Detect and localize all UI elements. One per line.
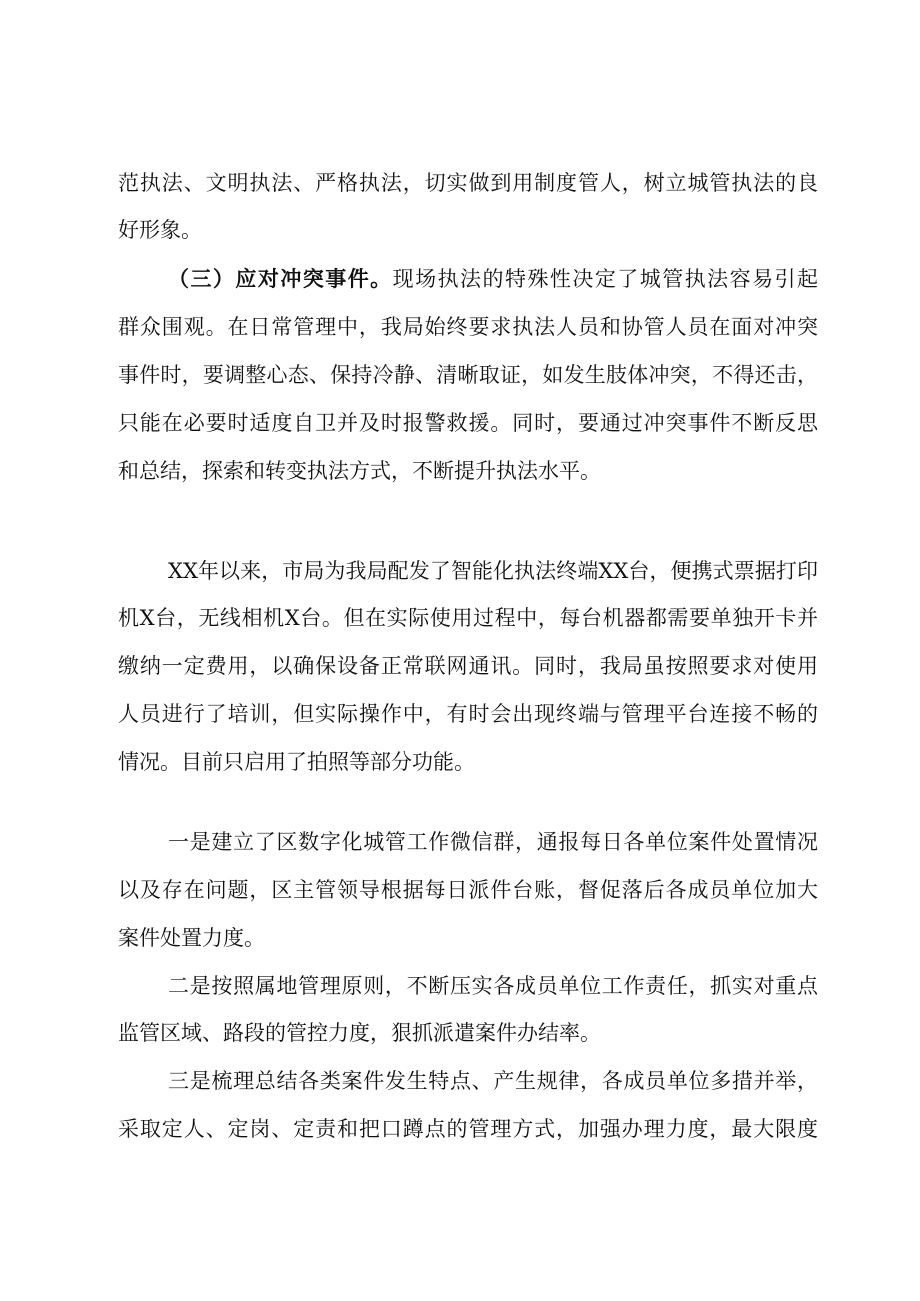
paragraph-line: 和总结，探索和转变执法方式，不断提升执法水平。 (118, 459, 601, 483)
paragraph-line: 缴纳一定费用，以确保设备正常联网通讯。同时，我局虽按照要求对使用 (118, 654, 818, 678)
paragraph-line: 以及存在问题，区主管领导根据每日派件台账，督促落后各成员单位加大 (118, 878, 818, 902)
paragraph-line: XX年以来，市局为我局配发了智能化执法终端XX台，便携式票据打印 (168, 559, 818, 583)
paragraph-line: 群众围观。在日常管理中，我局始终要求执法人员和协管人员在面对冲突 (118, 315, 818, 339)
paragraph-line: 案件处置力度。 (118, 926, 265, 950)
paragraph-line: 情况。目前只启用了拍照等部分功能。 (118, 750, 475, 774)
paragraph-line: 采取定人、定岗、定责和把口蹲点的管理方式，加强办理力度，最大限度 (118, 1117, 818, 1141)
paragraph-line: 事件时，要调整心态、保持冷静、清晰取证，如发生肢体冲突，不得还击， (118, 363, 818, 387)
paragraph-line: 三是梳理总结各类案件发生特点、产生规律，各成员单位多措并举， (168, 1069, 818, 1093)
paragraph-line: 人员进行了培训，但实际操作中，有时会出现终端与管理平台连接不畅的 (118, 702, 818, 726)
paragraph-line: 机X台，无线相机X台。但在实际使用过程中，每台机器都需要单独开卡并 (118, 606, 818, 630)
paragraph-first-line (168, 264, 818, 294)
paragraph-line: 好形象。 (118, 218, 202, 242)
paragraph-line: 一是建立了区数字化城管工作微信群，通报每日各单位案件处置情况 (168, 830, 818, 854)
section-heading (165, 777, 765, 807)
paragraph-line: 二是按照属地管理原则，不断压实各成员单位工作责任，抓实对重点 (168, 974, 818, 998)
subsection-heading: （三）应对冲突事件。 (168, 266, 393, 291)
paragraph-line: 范执法、文明执法、严格执法，切实做到用制度管人，树立城管执法的良 (118, 171, 818, 195)
paragraph-line: 监管区域、路段的管控力度，狠抓派遣案件办结率。 (118, 1021, 601, 1045)
section-heading (203, 506, 803, 536)
paragraph-line: 只能在必要时适度自卫并及时报警救援。同时，要通过冲突事件不断反思 (118, 411, 818, 435)
paragraph-text: 现场执法的特殊性决定了城管执法容易引起 (392, 267, 818, 291)
